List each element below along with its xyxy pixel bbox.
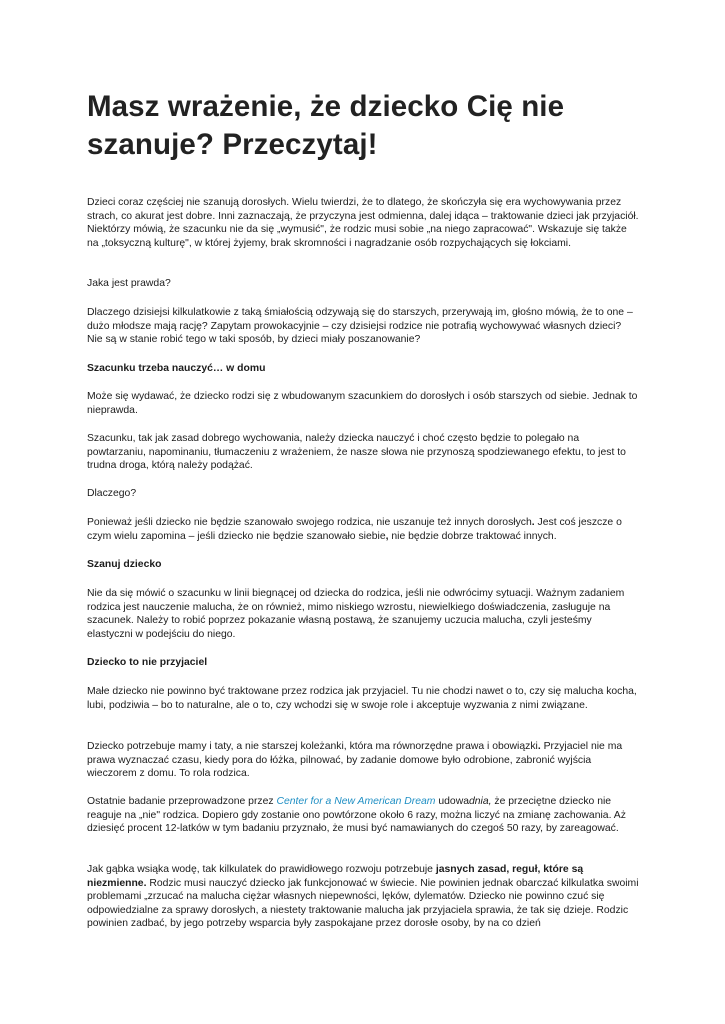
study-source-link[interactable]: Center for a New American Dream [276,796,436,807]
innate-respect-paragraph: Może się wydawać, że dziecko rodzi się z wbudowanym szacunkiem do dorosłych i osób starszych od siebie. Jednak to nieprawda. [87,391,638,416]
intro-paragraph: Dzieci coraz częściej nie szanują dorosłych. Wielu twierdzi, że to dlatego, że skończyła się era wychowywania przez strach, co akurat jest dobre. Inni zaznaczają, że przyczyna jest odmienna, dalej idąca – traktowanie dzieci jak przyjaciół. Niektórzy mówią, że szacunku nie da się „wymusić", że rodzic musi sobie „na niego zapracować". Wskazuje się także na „toksyczną kulturę", w której żyjemy, brak skromności i nagradzanie osób rozpychających się łokciami. [87,197,639,249]
needs-parents-paragraph [87,740,639,781]
needs-parents-text-c: Przyjaciel nie ma prawa wyznaczać czasu, kiedy pora do łóżka, pilnować, by zadanie domowe było odrobione, zabronić wyjścia wieczorem z domu. To rola rodzica. [87,741,623,780]
because-text-c: Jest coś jeszcze o czym wielu zapomina – jeśli dziecko nie będzie szanowało siebie [87,517,622,542]
needs-parents-text-a: Dziecko potrzebuje mamy i taty, a nie starszej koleżanki, która ma równorzędne prawa i obowiązki [87,741,538,752]
needs-parents-text-b: . [537,741,541,752]
because-text-d: , [385,530,389,542]
sponge-text-c: Rodzic musi nauczyć dziecko jak funkcjonować w świecie. Nie powinien jednak obarczać kilkulatka swoimi problemami „zrzucać na malucha ciężar własnych niepewności, lęków, dylematów. Dziecko nie powinno czuć się odpowiedzialne za sprawy dorosłych, a niestety traktowanie malucha jak przyjaciela sprawia, że tak się dzieje. Rodzic powinien zadbać, by jego potrzeby wsparcia były zaspokajane przez dorosłe osoby, by na co dzień [87,877,639,930]
sponge-text-b: jasnych zasad, reguł, które są niezmienne. [87,864,584,889]
not-friend-paragraph: Małe dziecko nie powinno być traktowane przez rodzica jak przyjaciel. Tu nie chodzi nawet o to, czy się malucha kocha, lubi, podziwia – bo to naturalne, ale o to, czy wchodzi się w swoje role i akceptuje wyzwania z nimi związane. [87,686,637,711]
because-text-e: nie będzie dobrze traktować innych. [388,530,557,542]
because-text-a: Ponieważ jeśli dziecko nie będzie szanowało swojego rodzica, nie uszanuje też innych dorosłych [87,517,532,528]
heading-not-friend: Dziecko to nie przyjaciel [87,657,208,668]
because-paragraph [87,516,639,543]
article-title: Masz wrażenie, że dziecko Cię nie szanuje? Przeczytaj! [87,90,565,161]
study-paragraph [87,795,639,836]
why-paragraph: Dlaczego dzisiejsi kilkulatkowie z taką śmiałością odzywają się do starszych, przerywają im, głośno mówią, że to one – dużo młodsze mają rację? Zapytam prowokacyjnie – czy dzisiejsi rodzice nie potrafią wychowywać własnych dzieci? Nie są w stanie robić tego w taki sposób, by dzieci miały poszanowanie? [87,307,633,346]
study-text-c: dnia, [468,796,492,807]
study-text-a: Ostatnie badanie przeprowadzone przez [87,796,277,807]
why-question-paragraph: Dlaczego? [87,488,137,499]
question-paragraph: Jaka jest prawda? [87,278,171,289]
heading-respect-child: Szanuj dziecko [87,559,162,570]
sponge-text-a: Jak gąbka wsiąka wodę, tak kilkulatek do prawidłowego rozwoju potrzebuje [87,864,436,875]
study-text-d: że przeciętne dziecko nie reaguje na „nie" rodzica. Dopiero gdy zostanie ono powtórzone około 6 razy, można liczyć na zmianę zachowania. Aż dziesięć procent 12-latków w tym badaniu przyznało, że musi być namawianych do czegoś 50 razy, by zareagować. [87,796,626,835]
because-text-b: . [531,517,538,528]
heading-respect-at-home: Szacunku trzeba nauczyć… w domu [87,363,266,374]
respect-child-paragraph: Nie da się mówić o szacunku w linii biegnącej od dziecka do rodzica, jeśli nie odwrócimy sytuacji. Ważnym zadaniem rodzica jest nauczenie malucha, że on również, mimo niskiego wzrostu, niewielkiego doświadczenia, zasługuje na szacunek. Należy to robić poprzez pokazanie własną postawą, że szanujemy uczucia malucha, czyli jesteśmy elastyczni w podejściu do niego. [87,588,625,640]
study-text-b: udowa [435,796,469,807]
teaching-respect-paragraph: Szacunku, tak jak zasad dobrego wychowania, należy dziecka nauczyć i choć często będzie to polegało na powtarzaniu, napominaniu, tłumaczeniu z wrażeniem, że nasze słowa nie przynoszą spodziewanego efektu, to jest to trudna droga, którą należy podążać. [87,433,626,472]
sponge-paragraph [87,863,639,931]
